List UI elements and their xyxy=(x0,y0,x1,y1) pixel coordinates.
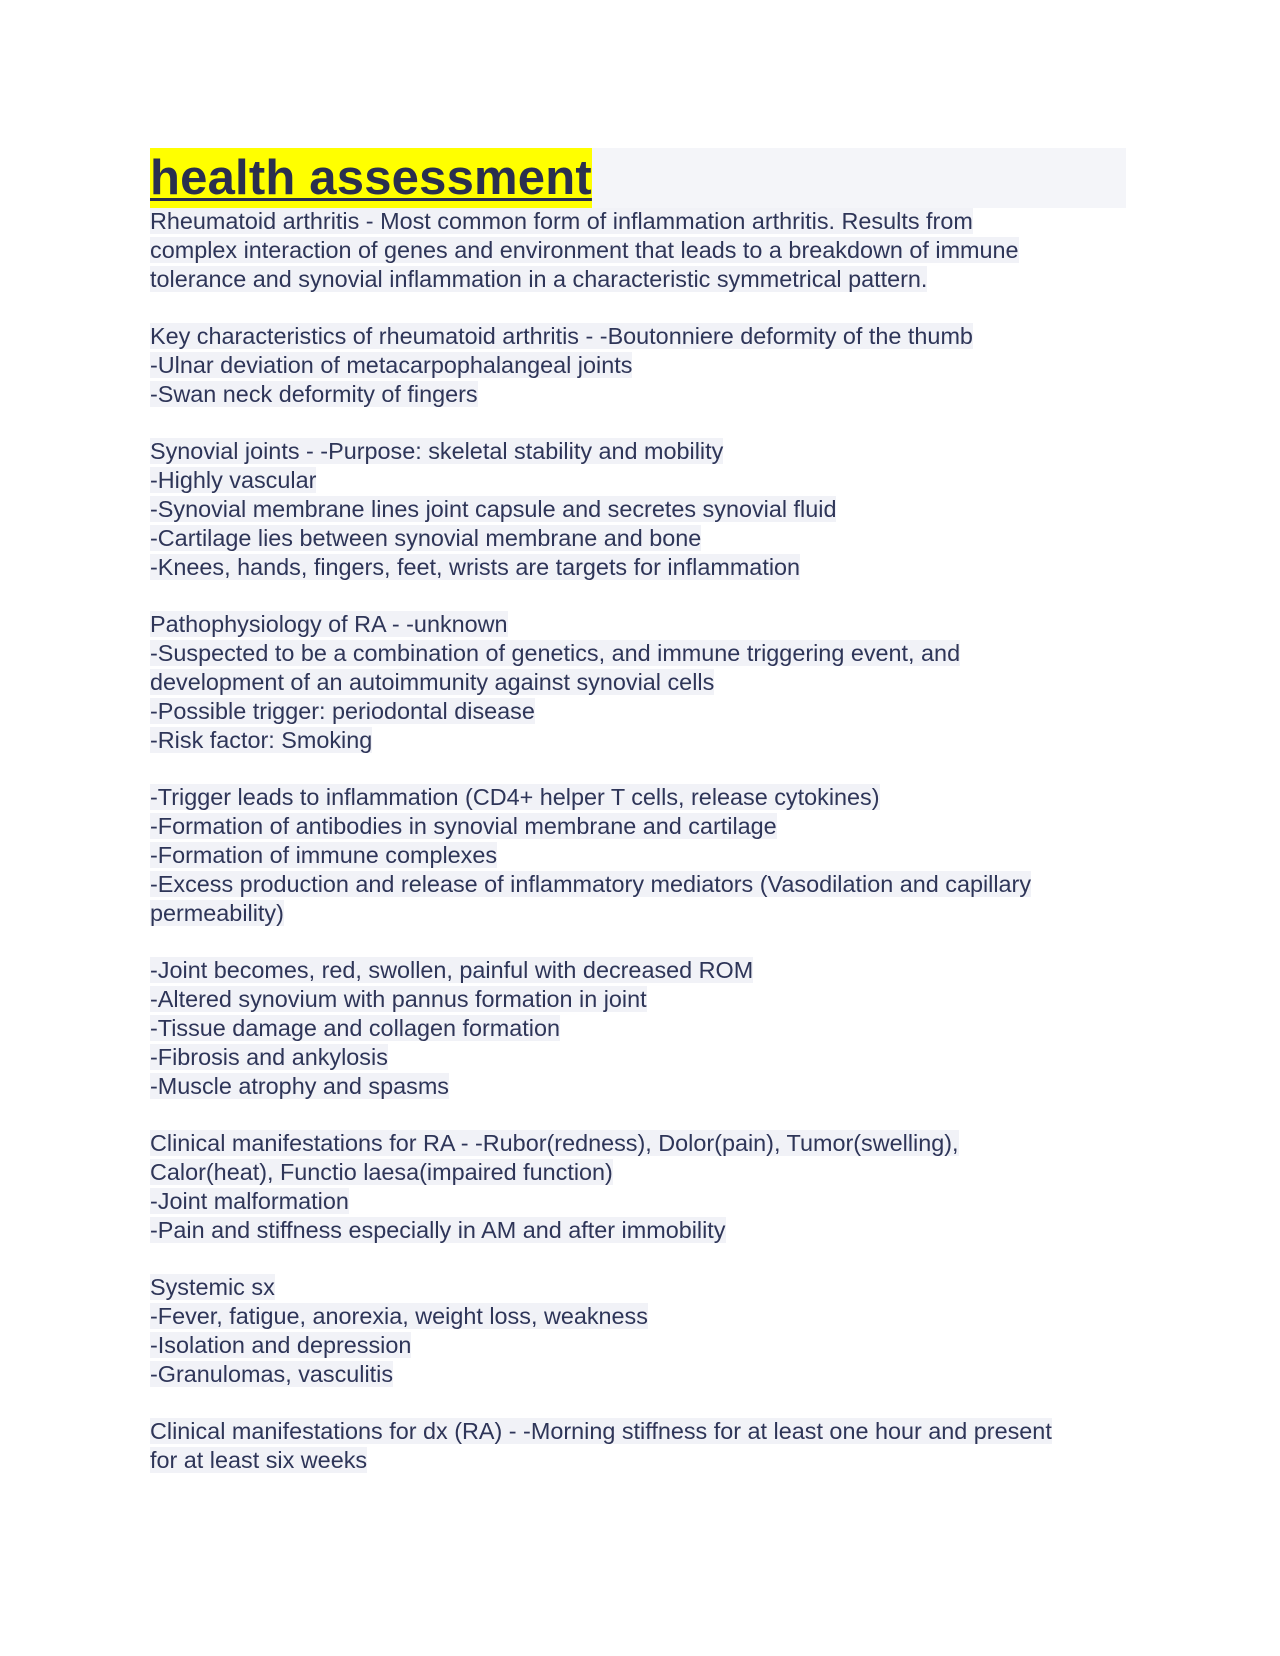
text-line xyxy=(150,1273,1126,1302)
text-line-content: permeability) xyxy=(150,900,284,926)
text-section xyxy=(150,783,1126,928)
text-line xyxy=(150,1360,1126,1389)
text-line-content: -Pain and stiffness especially in AM and after immobility xyxy=(150,1217,726,1243)
title-band xyxy=(150,148,1126,208)
text-line-content: -Knees, hands, fingers, feet, wrists are targets for inflammation xyxy=(150,554,801,580)
text-line-content: -Muscle atrophy and spasms xyxy=(150,1073,450,1099)
text-line xyxy=(150,783,1126,812)
text-line xyxy=(150,956,1126,985)
text-line xyxy=(150,1216,1126,1245)
text-line-content: -Suspected to be a combination of genetics, and immune triggering event, and xyxy=(150,640,961,666)
text-line xyxy=(150,265,1126,294)
text-line-content: Synovial joints - -Purpose: skeletal stability and mobility xyxy=(150,438,724,464)
document-title: health assessment xyxy=(150,148,592,208)
text-line-content: -Fever, fatigue, anorexia, weight loss, weakness xyxy=(150,1303,648,1329)
text-line xyxy=(150,322,1126,351)
text-line xyxy=(150,1129,1126,1158)
text-line xyxy=(150,726,1126,755)
text-line-content: -Joint becomes, red, swollen, painful with decreased ROM xyxy=(150,957,754,983)
text-section xyxy=(150,610,1126,755)
text-line-content: -Altered synovium with pannus formation in joint xyxy=(150,986,647,1012)
text-line xyxy=(150,495,1126,524)
text-line xyxy=(150,466,1126,495)
text-line-content: Key characteristics of rheumatoid arthritis - -Boutonniere deformity of the thumb xyxy=(150,323,973,349)
text-line-content: Clinical manifestations for dx (RA) - -Morning stiffness for at least one hour and present xyxy=(150,1418,1052,1444)
text-line-content: -Tissue damage and collagen formation xyxy=(150,1015,560,1041)
text-line xyxy=(150,1302,1126,1331)
text-line xyxy=(150,812,1126,841)
text-line xyxy=(150,207,1126,236)
text-line xyxy=(150,437,1126,466)
text-line-content: Pathophysiology of RA - -unknown xyxy=(150,611,508,637)
text-line-content: -Joint malformation xyxy=(150,1188,349,1214)
text-line-content: -Formation of immune complexes xyxy=(150,842,498,868)
text-line-content: -Cartilage lies between synovial membrane and bone xyxy=(150,525,702,551)
text-line-content: -Highly vascular xyxy=(150,467,317,493)
text-section xyxy=(150,1417,1126,1475)
text-section xyxy=(150,956,1126,1101)
text-line xyxy=(150,1417,1126,1446)
text-line-content: Clinical manifestations for RA - -Rubor(redness), Dolor(pain), Tumor(swelling), xyxy=(150,1130,959,1156)
text-line-content: complex interaction of genes and environment that leads to a breakdown of immune xyxy=(150,237,1019,263)
text-line xyxy=(150,553,1126,582)
text-line xyxy=(150,1446,1126,1475)
text-section xyxy=(150,322,1126,409)
document-page xyxy=(150,148,1126,1503)
text-line-content: -Ulnar deviation of metacarpophalangeal joints xyxy=(150,352,633,378)
text-line xyxy=(150,985,1126,1014)
text-line xyxy=(150,1072,1126,1101)
text-section xyxy=(150,1129,1126,1245)
text-line xyxy=(150,1014,1126,1043)
text-line-content: Calor(heat), Functio laesa(impaired function) xyxy=(150,1159,613,1185)
text-line-content: -Excess production and release of inflammatory mediators (Vasodilation and capillary xyxy=(150,871,1032,897)
text-line xyxy=(150,870,1126,899)
text-section xyxy=(150,207,1126,294)
text-line xyxy=(150,351,1126,380)
text-line-content: -Trigger leads to inflammation (CD4+ helper T cells, release cytokines) xyxy=(150,784,880,810)
text-line xyxy=(150,841,1126,870)
text-section xyxy=(150,437,1126,582)
text-line-content: development of an autoimmunity against synovial cells xyxy=(150,669,715,695)
text-line xyxy=(150,524,1126,553)
text-line xyxy=(150,639,1126,668)
text-line xyxy=(150,697,1126,726)
text-line xyxy=(150,380,1126,409)
text-section xyxy=(150,1273,1126,1389)
text-line xyxy=(150,668,1126,697)
text-line-content: -Possible trigger: periodontal disease xyxy=(150,698,535,724)
text-line-content: Rheumatoid arthritis - Most common form of inflammation arthritis. Results from xyxy=(150,208,973,234)
text-line-content: Systemic sx xyxy=(150,1274,275,1300)
text-line-content: -Granulomas, vasculitis xyxy=(150,1361,394,1387)
text-line-content: -Formation of antibodies in synovial membrane and cartilage xyxy=(150,813,777,839)
text-line-content: -Fibrosis and ankylosis xyxy=(150,1044,388,1070)
text-line xyxy=(150,1158,1126,1187)
text-line-content: tolerance and synovial inflammation in a characteristic symmetrical pattern. xyxy=(150,266,928,292)
text-line xyxy=(150,236,1126,265)
text-line-content: -Isolation and depression xyxy=(150,1332,412,1358)
text-line-content: for at least six weeks xyxy=(150,1447,368,1473)
text-line xyxy=(150,1331,1126,1360)
text-line xyxy=(150,899,1126,928)
text-line xyxy=(150,610,1126,639)
document-body xyxy=(150,207,1126,1475)
text-line-content: -Risk factor: Smoking xyxy=(150,727,373,753)
text-line-content: -Synovial membrane lines joint capsule and secretes synovial fluid xyxy=(150,496,837,522)
text-line xyxy=(150,1043,1126,1072)
text-line-content: -Swan neck deformity of fingers xyxy=(150,381,478,407)
text-line xyxy=(150,1187,1126,1216)
